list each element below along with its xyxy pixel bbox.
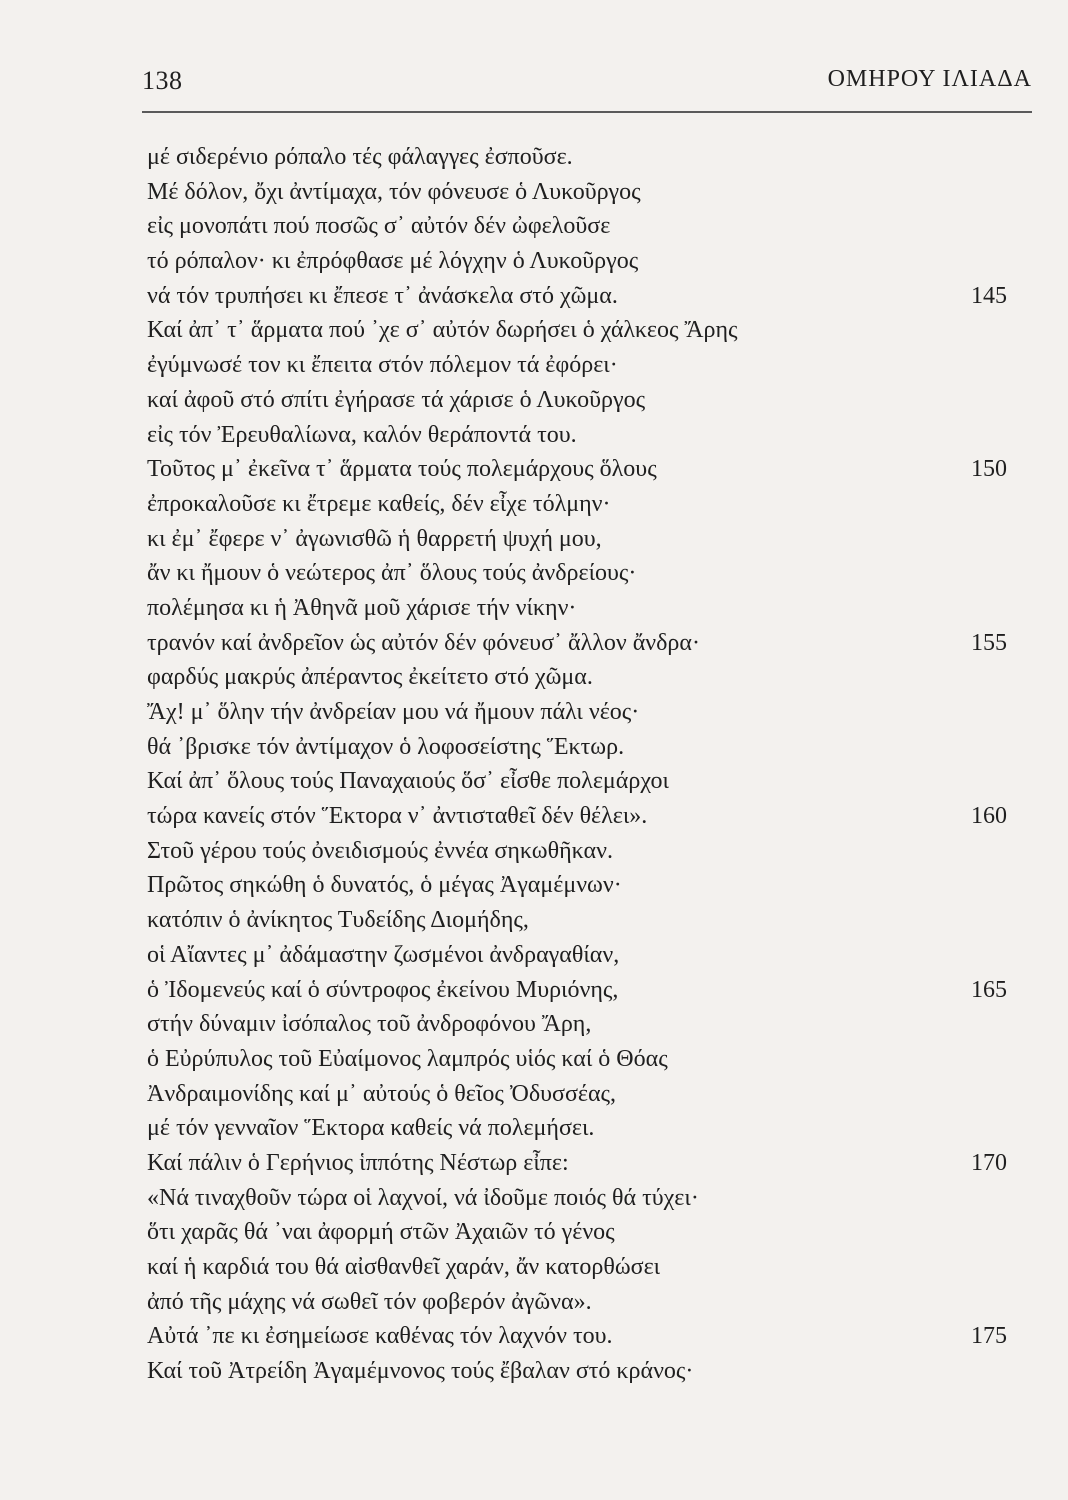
verse-line-27 (147, 1042, 1007, 1077)
verse-text: Καί ἀπ᾽ ὅλους τούς Παναχαιούς ὅσ᾽ εἶσθε πολεμάρχοι (147, 768, 669, 795)
verse-line-13 (147, 556, 1007, 591)
verse-text: ἐγύμνωσέ τον κι ἔπειτα στόν πόλεμον τά ἐφόρει· (147, 352, 618, 379)
verse-line-1 (147, 140, 1007, 175)
verse-text: ὁ Εὐρύπυλος τοῦ Εὐαίμονος λαμπρός υἱός καί ὁ Θόας (147, 1045, 668, 1072)
verse-line-29 (147, 1111, 1007, 1146)
verse-line-11 (147, 487, 1007, 522)
page-header (142, 66, 1032, 106)
verse-line-30 (147, 1146, 1007, 1181)
verse-line-3 (147, 209, 1007, 244)
line-number: 150 (971, 456, 1007, 483)
verse-line-31 (147, 1181, 1007, 1216)
verse-text: Στοῦ γέρου τούς ὀνειδισμούς ἐννέα σηκωθῆκαν. (147, 837, 613, 864)
verse-text: «Νά τιναχθοῦν τώρα οἱ λαχνοί, νά ἰδοῦμε ποιός θά τύχει· (147, 1184, 699, 1211)
verse-line-9 (147, 418, 1007, 453)
verse-text: ὁ Ἰδομενεύς καί ὁ σύντροφος ἐκείνου Μυριόνης, (147, 976, 619, 1003)
verse-line-28 (147, 1077, 1007, 1112)
line-number: 170 (971, 1149, 1007, 1176)
line-number: 155 (971, 629, 1007, 656)
verse-text: εἰς μονοπάτι πού ποσῶς σ᾽ αὐτόν δέν ὠφελοῦσε (147, 213, 611, 240)
line-number: 145 (971, 282, 1007, 309)
verse-text: ὅτι χαρᾶς θά ᾽ναι ἀφορμή στῶν Ἀχαιῶν τό γένος (147, 1219, 615, 1246)
verse-text: μέ σιδερένιο ρόπαλο τές φάλαγγες ἐσποῦσε. (147, 144, 573, 170)
verse-text: ἐπροκαλοῦσε κι ἔτρεμε καθείς, δέν εἶχε τόλμην· (147, 490, 611, 517)
verse-line-21 (147, 834, 1007, 869)
verse-text: Ἄχ! μ᾽ ὅλην τήν ἀνδρείαν μου νά ἤμουν πάλι νέος· (147, 699, 640, 725)
verse-text: Καί πάλιν ὁ Γερήνιος ἱππότης Νέστωρ εἶπε: (147, 1149, 569, 1176)
verse-text: τώρα κανείς στόν Ἕκτορα ν᾽ ἀντισταθεῖ δέν θέλει». (147, 803, 648, 830)
verse-text: νά τόν τρυπήσει κι ἔπεσε τ᾽ ἀνάσκελα στό χῶμα. (147, 282, 618, 309)
verse-text: Τοῦτος μ᾽ ἐκεῖνα τ᾽ ἅρματα τούς πολεμάρχους ὅλους (147, 456, 657, 483)
verse-line-16 (147, 660, 1007, 695)
verse-text: ἀπό τῆς μάχης νά σωθεῖ τόν φοβερόν ἀγῶνα». (147, 1288, 592, 1315)
verse-text: θά ᾽βρισκε τόν ἀντίμαχον ὁ λοφοσείστης Ἕκτωρ. (147, 733, 625, 760)
verse-line-33 (147, 1250, 1007, 1285)
verse-text: τό ρόπαλον· κι ἐπρόφθασε μέ λόγχην ὁ Λυκοῦργος (147, 248, 639, 275)
verse-text: ἄν κι ἤμουν ὁ νεώτερος ἀπ᾽ ὅλους τούς ἀνδρείους· (147, 560, 637, 587)
verse-line-8 (147, 383, 1007, 418)
verse-text: καί ἀφοῦ στό σπίτι ἐγήρασε τά χάρισε ὁ Λυκοῦργος (147, 386, 646, 413)
verse-line-20 (147, 799, 1007, 834)
verse-text: Καί τοῦ Ἀτρείδη Ἀγαμέμνονος τούς ἔβαλαν στό κράνος· (147, 1358, 694, 1385)
verse-line-10 (147, 452, 1007, 487)
verse-line-7 (147, 348, 1007, 383)
line-number: 160 (971, 803, 1007, 830)
verse-line-25 (147, 973, 1007, 1008)
verse-text: Αὐτά ᾽πε κι ἐσημείωσε καθένας τόν λαχνόν του. (147, 1323, 613, 1350)
verse-text: μέ τόν γενναῖον Ἕκτορα καθείς νά πολεμήσει. (147, 1115, 595, 1142)
verse-line-32 (147, 1215, 1007, 1250)
verse-line-23 (147, 903, 1007, 938)
verse-text: εἰς τόν Ἐρευθαλίωνα, καλόν θεράποντά του. (147, 421, 577, 448)
verse-text: πολέμησα κι ἡ Ἀθηνᾶ μοῦ χάρισε τήν νίκην· (147, 594, 577, 621)
verse-text: Πρῶτος σηκώθη ὁ δυνατός, ὁ μέγας Ἀγαμέμνων· (147, 872, 622, 899)
verse-text: τρανόν καί ἀνδρεῖον ὡς αὐτόν δέν φόνευσ᾽ ἄλλον ἄνδρα· (147, 629, 700, 656)
verse-text: φαρδύς μακρύς ἀπέραντος ἐκείτετο στό χῶμα. (147, 664, 593, 691)
verse-text: στήν δύναμιν ἰσόπαλος τοῦ ἀνδροφόνου Ἄρη, (147, 1011, 592, 1038)
verse-line-14 (147, 591, 1007, 626)
verse-text: Ἀνδραιμονίδης καί μ᾽ αὐτούς ὁ θεῖος Ὀδυσσέας, (147, 1080, 617, 1107)
page-number: 138 (142, 66, 183, 95)
verse-line-18 (147, 730, 1007, 765)
verse-line-17 (147, 695, 1007, 730)
verse-line-34 (147, 1285, 1007, 1320)
line-number: 175 (971, 1323, 1007, 1350)
running-title: ΟΜΗΡΟΥ ΙΛΙΑΔΑ (827, 66, 1032, 92)
verse-line-12 (147, 522, 1007, 557)
verse-text: Καί ἀπ᾽ τ᾽ ἅρματα πού ᾽χε σ᾽ αὐτόν δωρήσει ὁ χάλκεος Ἄρης (147, 317, 738, 344)
verse-text: κι ἐμ᾽ ἔφερε ν᾽ ἀγωνισθῶ ἡ θαρρετή ψυχή μου, (147, 525, 602, 552)
verse-text-block (147, 140, 1007, 1389)
verse-line-36 (147, 1354, 1007, 1389)
verse-line-24 (147, 938, 1007, 973)
verse-text: οἱ Αἴαντες μ᾽ ἀδάμαστην ζωσμένοι ἀνδραγαθίαν, (147, 941, 620, 968)
verse-line-2 (147, 175, 1007, 210)
verse-line-26 (147, 1007, 1007, 1042)
verse-line-35 (147, 1319, 1007, 1354)
verse-line-19 (147, 764, 1007, 799)
verse-line-22 (147, 868, 1007, 903)
verse-line-15 (147, 626, 1007, 661)
verse-line-4 (147, 244, 1007, 279)
line-number: 165 (971, 976, 1007, 1003)
verse-line-6 (147, 313, 1007, 348)
verse-text: κατόπιν ὁ ἀνίκητος Τυδείδης Διομήδης, (147, 907, 529, 934)
verse-line-5 (147, 279, 1007, 314)
header-rule (142, 111, 1032, 113)
verse-text: Μέ δόλον, ὄχι ἀντίμαχα, τόν φόνευσε ὁ Λυκοῦργος (147, 178, 641, 205)
verse-text: καί ἡ καρδιά του θά αἰσθανθεῖ χαράν, ἄν κατορθώσει (147, 1254, 661, 1280)
